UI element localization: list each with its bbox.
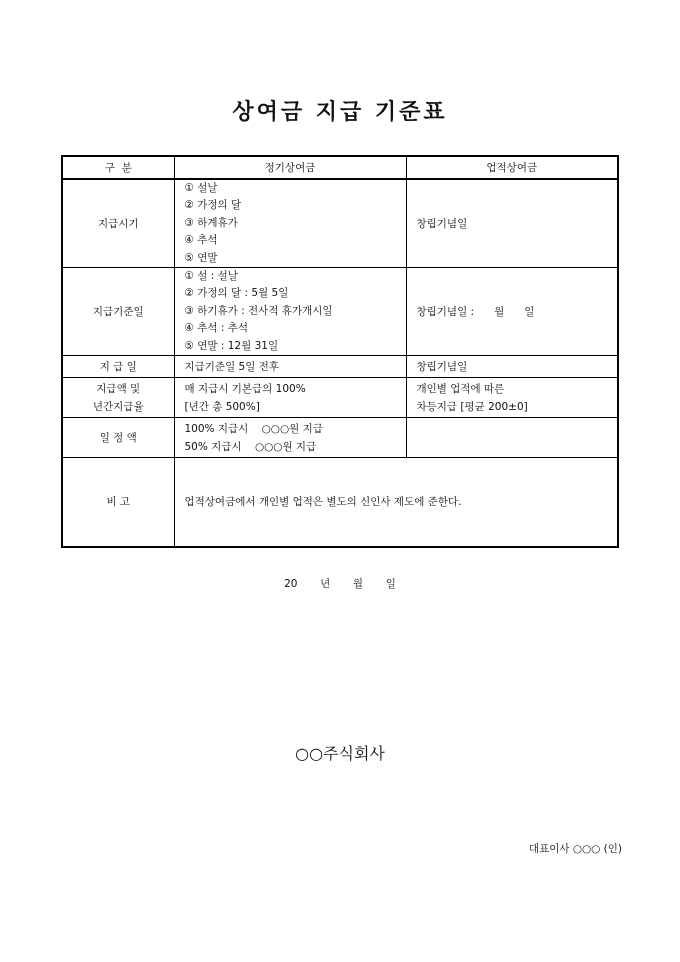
row-label-amount <box>62 378 174 418</box>
performance-pay-day: 창립기념일 <box>406 356 618 378</box>
text-line: [년간 총 500%] <box>184 400 260 413</box>
remarks-text: 업적상여금에서 개인별 업적은 별도의 신인사 제도에 준한다. <box>174 458 618 547</box>
header-performance-bonus: 업적상여금 <box>406 156 618 179</box>
list-item: ① 설날 <box>184 182 218 194</box>
header-category: 구 분 <box>62 156 174 179</box>
performance-fixed <box>406 418 618 458</box>
regular-fixed <box>174 418 406 458</box>
list-item: ② 가정의 달 <box>184 199 242 212</box>
table-row <box>62 458 618 547</box>
text-line: 개인별 업적에 따른 <box>416 382 505 395</box>
table-row <box>62 268 618 356</box>
table-row <box>62 179 618 268</box>
label-line: 년간지급율 <box>92 400 144 413</box>
bonus-criteria-table <box>61 155 619 548</box>
list-item: ① 설 : 설날 <box>184 270 238 283</box>
performance-base-date: 창립기념일 : 월 일 <box>406 268 618 356</box>
document-title: 상여금 지급 기준표 <box>232 100 448 125</box>
list-item: ② 가정의 달 : 5월 5일 <box>184 287 289 300</box>
representative-signature: 대표이사 ○○○ (인) <box>528 843 622 855</box>
date-line: 20 년 월 일 <box>284 578 396 590</box>
performance-timing: 창립기념일 <box>406 179 618 268</box>
header-regular-bonus: 정기상여금 <box>174 156 406 179</box>
table-row <box>62 418 618 458</box>
text-line: 차등지급 [평균 200±0] <box>416 400 528 413</box>
table-row <box>62 356 618 378</box>
label-line: 지급액 및 <box>96 382 141 395</box>
row-label-remarks: 비 고 <box>62 458 174 547</box>
table-header-row <box>62 156 618 179</box>
regular-timing-list <box>174 179 406 268</box>
list-item: ④ 추석 <box>184 234 218 247</box>
row-label-fixed: 일 정 액 <box>62 418 174 458</box>
list-item: ③ 하계휴가 <box>184 216 238 229</box>
text-line: 100% 지급시 ○○○원 지급 <box>184 422 323 435</box>
list-item: ③ 하기휴가 : 전사적 휴가개시일 <box>184 304 333 317</box>
table-row <box>62 378 618 418</box>
performance-amount <box>406 378 618 418</box>
text-line: 50% 지급시 ○○○원 지급 <box>184 440 317 453</box>
regular-base-date-list <box>174 268 406 356</box>
regular-amount <box>174 378 406 418</box>
row-label-pay-day: 지 급 일 <box>62 356 174 378</box>
text-line: 매 지급시 기본급의 100% <box>184 382 306 395</box>
row-label-timing: 지급시기 <box>62 179 174 268</box>
list-item: ⑤ 연말 <box>184 251 218 264</box>
company-name: ○○주식회사 <box>295 744 385 763</box>
regular-pay-day: 지급기준일 5일 전후 <box>174 356 406 378</box>
list-item: ④ 추석 : 추석 <box>184 322 249 335</box>
list-item: ⑤ 연말 : 12월 31일 <box>184 339 279 352</box>
row-label-base-date: 지급기준일 <box>62 268 174 356</box>
